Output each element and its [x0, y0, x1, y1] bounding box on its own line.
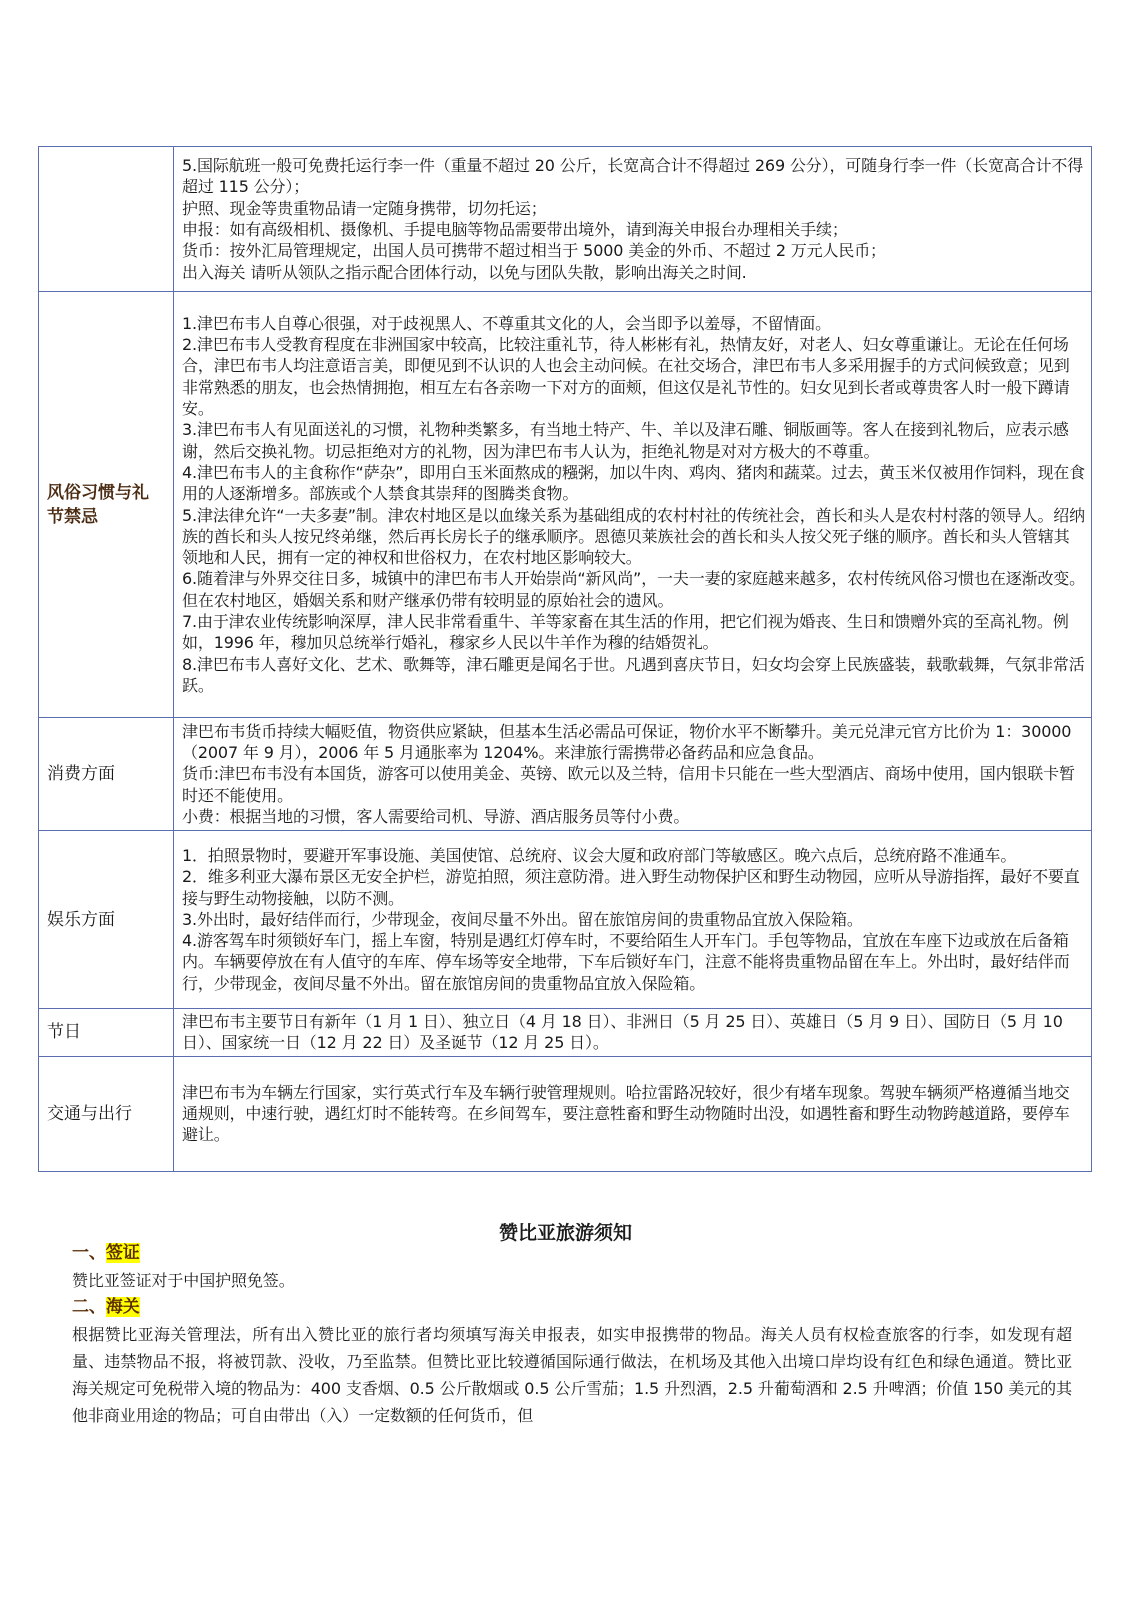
content-line: 5.津法律允许“一夫多妻”制。津农村地区是以血缘关系为基础组成的农村村社的传统社会，酋长和头人是农村村落的领导人。绍纳族的酋长和头人按兄终弟继，然后再长房长子的继承顺序。恩德贝莱族社会的酋长和头人按父死子继的顺序。酋长和头人管辖其领地和人民，拥有一定的神权和世俗权力，在农村地区影响较大。: [182, 505, 1085, 568]
table-row: [39, 292, 1092, 718]
customs-heading-number: 二、: [72, 1297, 106, 1317]
content-line: 3.津巴布韦人有见面送礼的习惯，礼物种类繁多，有当地土特产、牛、羊以及津石雕、铜版画等。客人在接到礼物后，应表示感谢，然后交换礼物。切忌拒绝对方的礼物，因为津巴布韦人认为，拒绝礼物是对对方极大的不尊重。: [182, 420, 1069, 461]
row-content: [174, 147, 1092, 292]
content-line: 1．拍照景物时，要避开军事设施、美国使馆、总统府、议会大厦和政府部门等敏感区。晚六点后，总统府路不准通车。: [182, 845, 1017, 865]
row-label: 风俗习惯与礼节禁忌: [39, 292, 174, 718]
visa-body: 赞比亚签证对于中国护照免签。: [72, 1271, 295, 1290]
content-line: 3.外出时，最好结伴而行，少带现金，夜间尽量不外出。留在旅馆房间的贵重物品宜放入保险箱。: [182, 909, 863, 929]
customs-heading-text: 海关: [105, 1297, 140, 1317]
row-label: 节日: [39, 1009, 174, 1057]
customs-body: 根据赞比亚海关管理法，所有出入赞比亚的旅行者均须填写海关申报表，如实申报携带的物品。海关人员有权检查旅客的行李，如发现有超量、违禁物品不报，将被罚款、没收，乃至监禁。但赞比亚比较遵循国际通行做法，在机场及其他入出境口岸均设有红色和绿色通道。赞比亚海关规定可免税带入境的物品为：400 支香烟、0.5 公斤散烟或 0.5 公斤雪茄；1.5 升烈酒，2.5 升葡萄酒和 2.5 升啤酒；价值 150 美元的其他非商业用途的物品；可自由带出（入）一定数额的任何货币，但: [72, 1325, 1072, 1425]
content-line: 6.随着津与外界交往日多，城镇中的津巴布韦人开始崇尚“新风尚”，一夫一妻的家庭越来越多，农村传统风俗习惯也在逐渐改变。但在农村地区，婚姻关系和财产继承仍带有较明显的原始社会的遗风。: [182, 569, 1085, 610]
content-line: 5.国际航班一般可免费托运行李一件（重量不超过 20 公斤，长宽高合计不得超过 269 公分），可随身行李一件（长宽高合计不得超过 115 公分）；: [182, 156, 1084, 197]
table-row: [39, 718, 1092, 831]
row-label: [39, 147, 174, 292]
content-line: 7.由于津农业传统影响深厚，津人民非常看重牛、羊等家畜在其生活的作用，把它们视为婚丧、生日和馈赠外宾的至高礼物。例如，1996 年，穆加贝总统举行婚礼，穆家乡人民以牛羊作为穆的结婚贺礼。: [182, 611, 1069, 653]
content-line: 1.津巴布韦人自尊心很强，对于歧视黑人、不尊重其文化的人，会当即予以羞辱，不留情面。: [182, 313, 831, 333]
visa-section: [72, 1240, 1092, 1294]
row-content: [174, 718, 1092, 831]
content-line: 4.游客驾车时须锁好车门，摇上车窗，特别是遇红灯停车时，不要给陌生人开车门。手包等物品，宜放在车座下边或放在后备箱内。车辆要停放在有人值守的车库、停车场等安全地带，下车后锁好车门，注意不能将贵重物品留在车上。外出时，最好结伴而行，少带现金，夜间尽量不外出。留在旅馆房间的贵重物品宜放入保险箱。: [182, 931, 1070, 993]
content-line: 申报：如有高级相机、摄像机、手提电脑等物品需要带出境外，请到海关申报台办理相关手续；: [182, 220, 848, 239]
table-row: [39, 1056, 1092, 1171]
content-line: 津巴布韦为车辆左行国家，实行英式行车及车辆行驶管理规则。哈拉雷路况较好，很少有堵车现象。驾驶车辆须严格遵循当地交通规则，中速行驶，遇红灯时不能转弯。在乡间驾车，要注意牲畜和野生动物随时出没，如遇牲畜和野生动物跨越道路，要停车避让。: [182, 1082, 1070, 1145]
customs-section: [72, 1294, 1092, 1321]
content-line: 津巴布韦货币持续大幅贬值，物资供应紧缺，但基本生活必需品可保证，物价水平不断攀升。美元兑津元官方比价为 1：30000（2007 年 9 月），2006 年 5 月通胀率为 1204%。来津旅行需携带必备药品和应急食品。: [182, 721, 1072, 763]
visa-heading-number: 一、: [72, 1243, 106, 1263]
content-line: 2．维多利亚大瀑布景区无安全护栏，游览拍照，须注意防滑。进入野生动物保护区和野生动物园，应听从导游指挥，最好不要直接与野生动物接触，以防不测。: [182, 867, 1080, 908]
content-line: 货币:津巴布韦没有本国货，游客可以使用美金、英镑、欧元以及兰特，信用卡只能在一些大型酒店、商场中使用，国内银联卡暂时还不能使用。: [182, 764, 1075, 805]
content-line: 护照、现金等贵重物品请一定随身携带，切勿托运；: [182, 198, 547, 218]
table-row: [39, 147, 1092, 292]
content-line: 津巴布韦主要节日有新年（1 月 1 日）、独立日（4 月 18 日）、非洲日（5 月 25 日）、英雄日（5 月 9 日）、国防日（5 月 10 日）、国家统一日（12 月 22 日）及圣诞节（12 月 25 日）。: [182, 1012, 1063, 1053]
customs-heading: [72, 1294, 1092, 1321]
content-line: 4.津巴布韦人的主食称作“萨杂”，即用白玉米面熬成的糨粥，加以牛肉、鸡肉、猪肉和蔬菜。过去，黄玉米仅被用作饲料，现在食用的人逐渐增多。部族或个人禁食其崇拜的图腾类食物。: [182, 462, 1085, 504]
table-row: [39, 831, 1092, 1009]
visa-heading-text: 签证: [105, 1243, 140, 1263]
zambia-title: 赞比亚旅游须知: [498, 1222, 632, 1244]
row-label: 娱乐方面: [39, 831, 174, 1009]
content-line: 货币：按外汇局管理规定，出国人员可携带不超过相当于 5000 美金的外币、不超过 2 万元人民币；: [182, 241, 886, 261]
content-line: 出入海关 请听从领队之指示配合团体行动，以免与团队失散，影响出海关之时间.: [182, 262, 747, 282]
row-content: [174, 1056, 1092, 1171]
content-line: 2.津巴布韦人受教育程度在非洲国家中较高，比较注重礼节，待人彬彬有礼，热情友好，对老人、妇女尊重谦让。无论在任何场合，津巴布韦人均注意语言美，即便见到不认识的人也会主动问候。在社交场合，津巴布韦人多采用握手的方式问候致意；见到非常熟悉的朋友，也会热情拥抱，相互左右各亲吻一下对方的面颊，但这仅是礼节性的。妇女见到长者或尊贵客人时一般下蹲请安。: [182, 335, 1070, 419]
row-content: [174, 1009, 1092, 1057]
row-label: 消费方面: [39, 718, 174, 831]
table-row: [39, 1009, 1092, 1057]
content-line: 小费：根据当地的习惯，客人需要给司机、导游、酒店服务员等付小费。: [182, 806, 690, 826]
visa-heading: [72, 1240, 1092, 1267]
table-body: [39, 147, 1092, 1172]
row-label: 交通与出行: [39, 1056, 174, 1171]
row-content: [174, 831, 1092, 1009]
row-content: [174, 292, 1092, 718]
content-line: 8.津巴布韦人喜好文化、艺术、歌舞等，津石雕更是闻名于世。凡遇到喜庆节日，妇女均会穿上民族盛装，载歌载舞，气氛非常活跃。: [182, 654, 1085, 695]
travel-info-table: [38, 146, 1092, 1172]
